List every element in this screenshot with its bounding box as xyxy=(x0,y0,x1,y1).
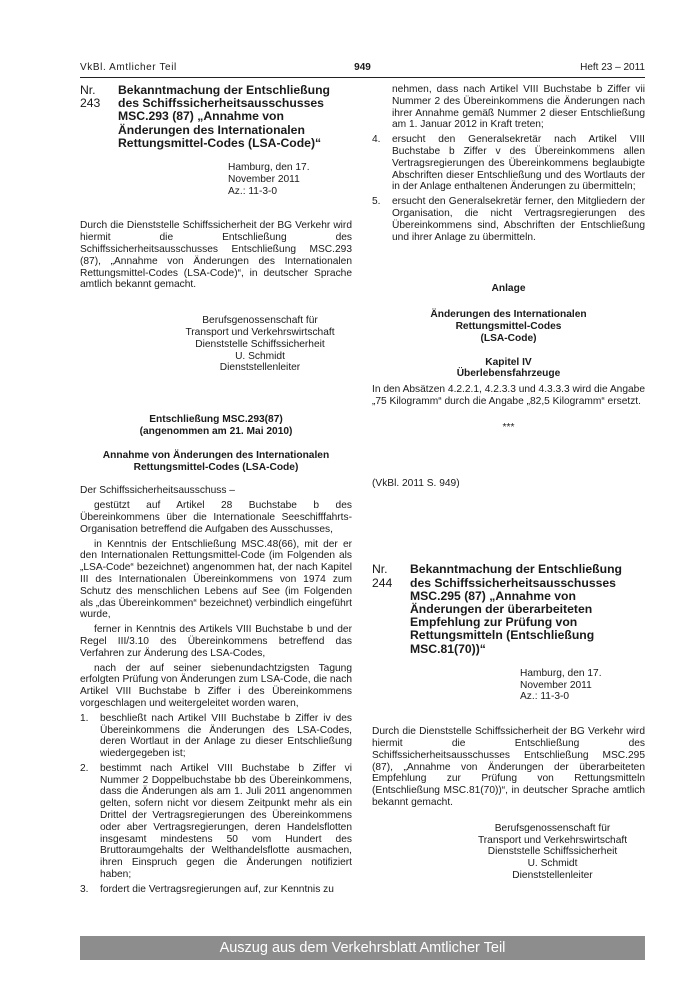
resolution-paragraph: gestützt auf Artikel 28 Buchstabe b des Übereinkommens über die Internationale Seeschifffahrts-Organisation betreffend die Aufgaben des Ausschusses, xyxy=(80,500,352,535)
resolution-item-continued xyxy=(372,84,645,131)
item-text: nehmen, dass nach Artikel VIII Buchstabe b Ziffer vii Nummer 2 des Übereinkommens die Änderungen nach ihrer Annahme gemäß Nummer 2 dieser Entschließung am 1. Januar 2012 in Kraft treten; xyxy=(392,84,645,131)
notice-244-number: Nr. 244 xyxy=(372,562,393,590)
annex-title: (LSA-Code) xyxy=(480,332,537,344)
item-number: 3. xyxy=(80,883,89,895)
signature-line: Transport und Verkehrswirtschaft xyxy=(185,326,335,338)
resolution-paragraph: in Kenntnis der Entschließung MSC.48(66), mit der er den Internationalen Rettungsmittel-Code (im Folgenden als „LSA-Code“ bezeichnet) angenommen hat, der nach Kapitel III des Internationalen Übereinkommens von 1974 zum Schutz des menschlichen Lebens auf See (im Folgenden als „das Übereinkommen“ bezeichnet) verbindlich eingeführt wurde, xyxy=(80,538,352,621)
resolution-item xyxy=(80,763,352,881)
resolution-paragraph: ferner in Kenntnis des Artikels VIII Buchstabe b und der Regel III/3.10 des Übereinkommens betreffend das Verfahren zur Änderung des LSA-Codes, xyxy=(80,624,352,659)
item-text: ersucht den Generalsekretär nach Artikel VIII Buchstabe b Ziffer v des Übereinkommens allen Vertragsregierungen des Übereinkommens beglaubigte Abschriften dieser Entschließung und des Wortlauts der in der Anlage enthaltenen Änderungen zu übermitteln; xyxy=(392,134,645,193)
notice-243-body: Durch die Dienststelle Schiffssicherheit der BG Verkehr wird hiermit die Entschließung des Schiffssicherheitsausschusses Entschließung MSC.293 (87), „Annahme von Änderungen des Internationalen Rettungsmittel-Codes (LSA-Code)“, in deutscher Sprache amtlich bekannt gemacht. xyxy=(80,220,352,291)
signature-line: Dienststellenleiter xyxy=(512,869,593,881)
notice-243-title: Bekanntmachung der Entschließung des Schiffssicherheitsausschusses MSC.293 (87) „Annahme von Änderungen des Internationalen Rettungsmittel-Codes (LSA-Code)“ xyxy=(118,83,330,150)
resolution-item xyxy=(372,134,645,193)
signature-line: Dienststellenleiter xyxy=(219,362,301,374)
right-column xyxy=(372,84,645,882)
signature-line: Dienststelle Schiffssicherheit xyxy=(487,846,618,858)
signature-line: U. Schmidt xyxy=(527,858,578,870)
item-text: bestimmt nach Artikel VIII Buchstabe b Ziffer vi Nummer 2 Doppelbuchstabe bb des Übereinkommens, dass die Änderungen als am 1. Juli 2011 angenommen gelten, sofern nicht vor diesem Zeitpunkt mehr als ein Drittel der Vertragsregierungen des Übereinkommens oder aber Vertragsregierungen, deren Handelsflotten insgesamt mindestens 50 vom Hundert des Bruttoraumgehalts der Welthandelsflotte ausmachen, ihren Einspruch gegen die Änderungen notifiziert haben; xyxy=(100,762,352,881)
notice-244-heading xyxy=(372,563,645,655)
chapter-title: Überlebensfahrzeuge xyxy=(456,368,561,380)
notice-244-place-date: Hamburg, den 17. November 2011 xyxy=(520,667,602,691)
signature-line: Transport und Verkehrswirtschaft xyxy=(477,834,628,846)
left-column xyxy=(80,84,352,896)
annex-label: Anlage xyxy=(491,283,526,295)
signature-line: Dienststelle Schiffssicherheit xyxy=(195,338,325,350)
resolution-item xyxy=(80,713,352,760)
item-number: 4. xyxy=(372,134,381,146)
issue-label: Heft 23 – 2011 xyxy=(580,62,645,73)
resolution-subtitle: Rettungsmittel-Codes (LSA-Code) xyxy=(133,461,299,473)
item-number: 2. xyxy=(80,762,89,774)
header-divider xyxy=(80,77,645,78)
page-number: 949 xyxy=(354,62,371,73)
item-text: fordert die Vertragsregierungen auf, zur Kenntnis zu xyxy=(100,883,334,895)
notice-243-signature xyxy=(80,315,352,374)
resolution-subtitle: Annahme von Änderungen des Internationalen xyxy=(102,449,330,461)
notice-244-body: Durch die Dienststelle Schiffssicherheit der BG Verkehr wird hiermit die Entschließung des Schiffssicherheitsausschusses Entschließung MSC.295 (87), „Annahme von Änderungen der überarbeiteten Empfehlung zur Prüfung von Rettungsmitteln (Entschließung MSC.81(70))“, in deutscher Sprache amtlich bekannt gemacht. xyxy=(372,726,645,808)
signature-line: U. Schmidt xyxy=(235,350,285,362)
item-number: 5. xyxy=(372,196,381,208)
annex-title: Änderungen des Internationalen xyxy=(430,309,587,321)
section-separator: *** xyxy=(502,421,515,433)
journal-name: VkBl. Amtlicher Teil xyxy=(80,62,177,73)
notice-243-heading xyxy=(80,84,352,150)
notice-243-az: Az.: 11-3-0 xyxy=(228,185,278,197)
item-number: 1. xyxy=(80,712,89,724)
notice-243-number: Nr. 243 xyxy=(80,83,101,111)
resolution-intro: Der Schiffssicherheitsausschuss – xyxy=(80,485,235,497)
publication-reference: (VkBl. 2011 S. 949) xyxy=(372,477,460,489)
resolution-item xyxy=(372,196,645,243)
page-header xyxy=(80,62,645,76)
notice-244-title: Bekanntmachung der Entschließung des Schiffssicherheitsausschusses MSC.295 (87) „Annahme von Änderungen der überarbeiteten Empfehlung zur Prüfung von Rettungsmitteln (Entschließung MSC.81(70))“ xyxy=(410,562,622,656)
notice-244-az: Az.: 11-3-0 xyxy=(520,691,570,703)
item-text: beschließt nach Artikel VIII Buchstabe b Ziffer iv des Übereinkommens die Änderungen des LSA-Codes, deren Wortlaut in der Anlage zu dieser Entschließung wiedergegeben ist; xyxy=(100,712,352,760)
resolution-item xyxy=(80,884,352,896)
annex-title: Rettungsmittel-Codes xyxy=(455,320,562,332)
signature-line: Berufsgenossenschaft für xyxy=(202,315,318,327)
resolution-paragraph: nach der auf seiner siebenundachtzigsten Tagung erfolgten Prüfung von Änderungen zum LSA-Code, die nach Artikel VIII Buchstabe b Ziffer i des Übereinkommens vorgeschlagen und weitergeleitet worden waren, xyxy=(80,662,352,709)
resolution-date: (angenommen am 21. Mai 2010) xyxy=(139,425,293,437)
item-text: ersucht den Generalsekretär ferner, den Mitgliedern der Organisation, die nicht Vertragsregierungen des Übereinkommens sind, Abschriften der Entschließung und ihrer Anlage zu übermitteln. xyxy=(392,196,645,243)
notice-244-signature xyxy=(372,823,645,882)
footer-banner: Auszug aus dem Verkehrsblatt Amtlicher Teil xyxy=(80,936,645,960)
chapter-label: Kapitel IV xyxy=(485,356,532,368)
resolution-title: Entschließung MSC.293(87) xyxy=(149,414,283,426)
signature-line: Berufsgenossenschaft für xyxy=(494,822,611,834)
annex-text: In den Absätzen 4.2.2.1, 4.2.3.3 und 4.3.3.3 wird die Angabe „75 Kilogramm“ durch die Angabe „82,5 Kilogramm“ ersetzt. xyxy=(372,384,646,407)
notice-243-place-date: Hamburg, den 17. November 2011 xyxy=(228,162,310,185)
